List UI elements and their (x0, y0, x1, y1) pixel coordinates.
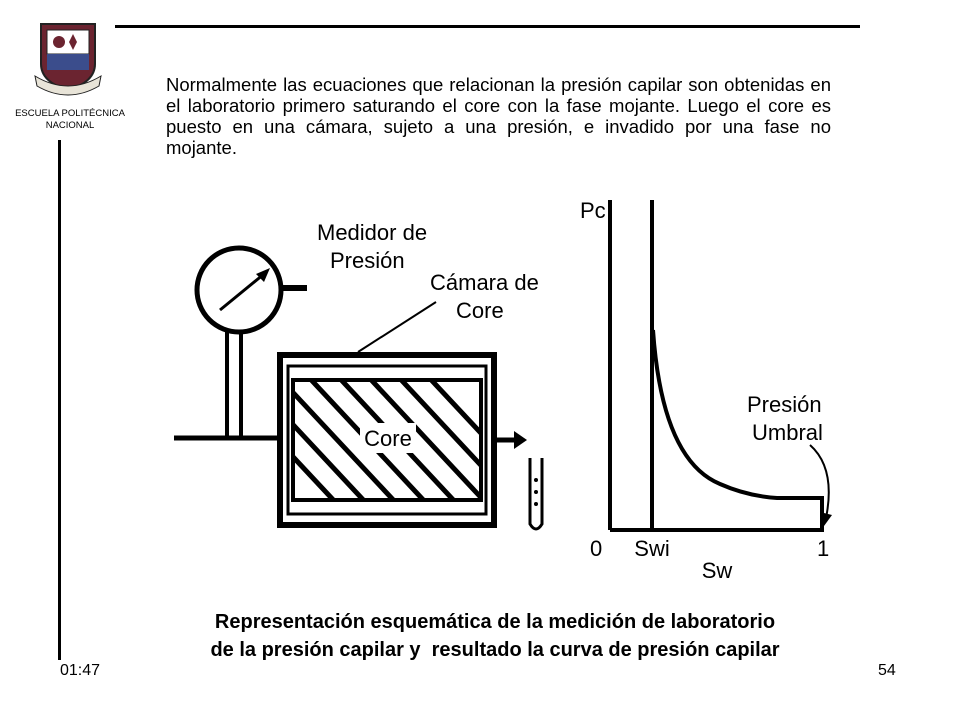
origin-label: 0 (590, 536, 603, 561)
chamber-label-line1: Cámara de (430, 270, 539, 295)
institution-name (5, 108, 135, 132)
caption-line2: de la presión capilar y resultado la curva de presión capilar (210, 639, 780, 661)
threshold-pointer-curve (810, 445, 829, 518)
institution-crest-logo (33, 20, 103, 102)
institution-name-line2: NACIONAL (45, 120, 95, 131)
threshold-label-line2: Umbral (752, 420, 823, 445)
core-label: Core (364, 426, 412, 451)
top-rule (115, 25, 860, 28)
y-axis-label: Pc (580, 198, 606, 223)
gauge-label-line2: Presión (330, 248, 405, 273)
capillary-pressure-diagram (172, 190, 847, 580)
intro-paragraph: Normalmente las ecuaciones que relacionan la presión capilar son obtenidas en el laboratorio primero saturando el core con la fase mojante. Luego el core es puesto en una cámara, sujeto a una presión, e invadido por una fase no mojante. (166, 74, 831, 158)
threshold-label-line1: Presión (747, 392, 822, 417)
gauge-label-line1: Medidor de (317, 220, 428, 245)
x-axis-label: Sw (701, 558, 733, 580)
one-label: 1 (817, 536, 830, 561)
chamber-leader-line (358, 302, 436, 352)
left-rule (58, 140, 61, 660)
chamber-label-line2: Core (456, 298, 504, 323)
slide-time: 01:47 (60, 662, 101, 679)
figure-caption (130, 608, 860, 664)
slide-page-number: 54 (878, 662, 896, 679)
pc-curve-chart (580, 198, 832, 580)
caption-line1: Representación esquemática de la medición de laboratorio (214, 611, 776, 633)
pressure-gauge-dial (197, 248, 281, 332)
institution-name-line1: ESCUELA POLITÉCNICA (15, 108, 125, 119)
outlet-arrow-head (514, 431, 527, 449)
swi-label: Swi (634, 536, 670, 561)
